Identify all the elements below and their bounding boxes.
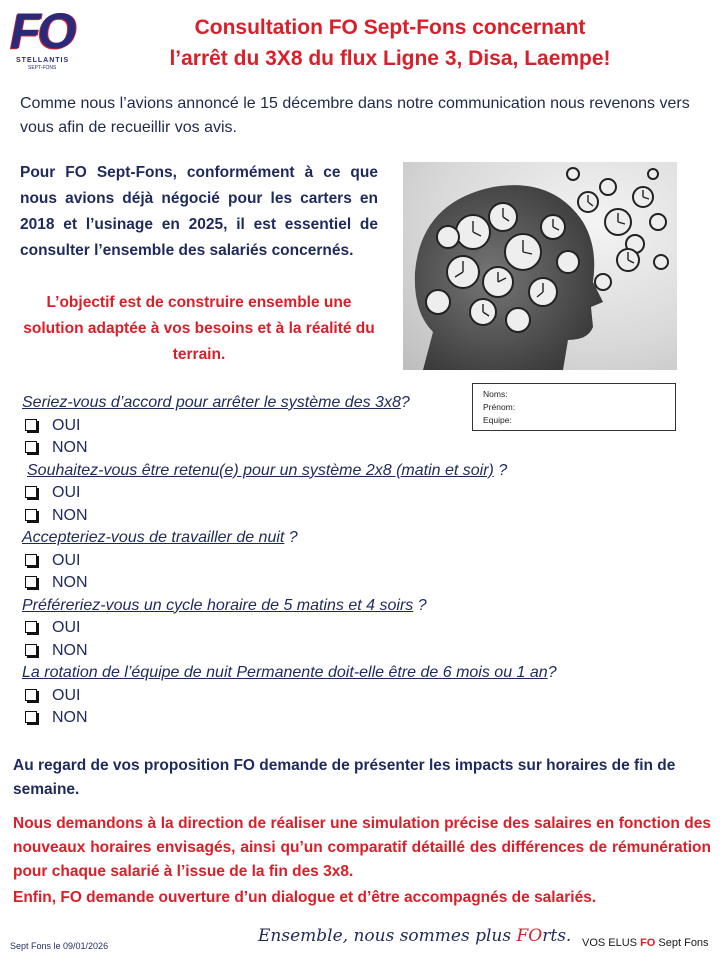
question-2-suffix: ? [493,461,508,479]
checkbox-icon[interactable] [25,711,37,723]
checkbox-icon[interactable] [25,486,37,498]
clock-head-illustration [403,162,677,370]
slogan-start: Ensemble, nous sommes plus [258,926,517,946]
logo-subtext: STELLANTIS [16,57,70,64]
option-label: OUI [52,484,81,501]
question-4-option-non[interactable] [22,640,582,663]
consultation-paragraph: Pour FO Sept-Fons, conformément à ce que nous avions déjà négocié pour les carters en 2018 et l’usinage en 2025, il est essentiel de consulter l’ensemble des salariés concernés. [20,164,378,259]
question-2-option-oui[interactable] [22,482,582,505]
question-2 [22,460,582,483]
option-label: NON [52,574,88,591]
footer-signature [582,937,709,949]
title-line-2: l’arrêt du 3X8 du flux Ligne 3, Disa, Laempe! [169,47,611,70]
names-field-label[interactable]: Noms: [483,389,508,399]
checkbox-icon[interactable] [25,644,37,656]
intro-text: Comme nous l’avions annoncé le 15 décembre dans notre communication nous revenons vers vous afin de recueillir vos avis. [20,95,690,136]
option-label: OUI [52,551,81,569]
option-label: OUI [52,619,81,636]
question-3-suffix: ? [284,529,298,546]
firstname-field-label[interactable]: Prénom: [483,402,516,412]
page-title [90,12,690,74]
checkbox-icon[interactable] [25,621,37,633]
signature-end: Sept Fons [655,937,709,949]
option-label: NON [52,709,88,726]
question-5-suffix: ? [547,664,557,681]
objective-paragraph: L’objectif est de construire ensemble une solution adaptée à vos besoins et à la réalité du terrain. [23,294,375,363]
question-5-option-oui[interactable] [22,685,582,708]
question-1-suffix: ? [400,394,410,411]
weekend-impact-paragraph: Au regard de vos proposition FO demande de présenter les impacts sur horaires de fin de semaine. [13,757,676,798]
option-label: OUI [52,686,81,704]
fo-logo [8,3,74,72]
dialogue-paragraph: Enfin, FO demande ouverture d’un dialogue et d’être accompagnés de salariés. [13,889,597,906]
question-4 [22,595,582,618]
clock-head-image [403,162,677,370]
slogan-end: rts. [542,926,572,946]
checkbox-icon[interactable] [25,419,37,431]
question-4-option-oui[interactable] [22,617,582,640]
option-label: OUI [52,416,81,434]
footer-date: Sept Fons le 09/01/2026 [10,941,109,951]
question-1 [22,392,582,415]
questionnaire [22,392,582,730]
signature-fo: FO [640,937,656,949]
question-3-option-non[interactable] [22,572,582,595]
question-2-option-non[interactable] [22,505,582,528]
checkbox-icon[interactable] [25,441,37,453]
title-line-1: Consultation FO Sept-Fons concernant [194,16,586,39]
question-5 [22,662,582,685]
question-5-option-non[interactable] [22,707,582,730]
checkbox-icon[interactable] [25,576,37,588]
question-4-suffix: ? [413,596,427,614]
question-2-text: Souhaitez-vous être retenu(e) pour un système 2x8 (matin et soir) [27,461,494,479]
question-1-text: Seriez-vous d’accord pour arrêter le système des 3x8 [22,394,401,411]
question-3-text: Accepteriez-vous de travailler de nuit [22,529,285,546]
checkbox-icon[interactable] [25,509,37,521]
checkbox-icon[interactable] [25,554,37,566]
question-1-option-oui[interactable] [22,415,582,438]
team-field-label[interactable]: Equipe: [483,415,512,425]
option-label: NON [52,439,88,456]
question-5-text: La rotation de l’équipe de nuit Permanente doit-elle être de 6 mois ou 1 an [22,664,548,681]
slogan-fo: FO [516,926,543,946]
question-3-option-oui[interactable] [22,550,582,573]
logo-text: FO [10,3,74,59]
salary-simulation-paragraph: Nous demandons à la direction de réaliser une simulation précise des salaires en fonction des nouveaux horaires envisagés, ainsi qu’un comparatif détaillé des différences de rémunération pour chaque salarié à l’issue de la fin des 3x8. [13,815,711,880]
question-4-text: Préféreriez-vous un cycle horaire de 5 matins et 4 soirs [22,596,414,614]
question-3 [22,527,582,550]
checkbox-icon[interactable] [25,689,37,701]
logo-subtext-2: SEPT-FONS [28,65,57,71]
option-label: NON [52,641,88,659]
footer-slogan [258,926,571,946]
option-label: NON [52,506,88,524]
question-1-option-non[interactable] [22,437,582,460]
signature-start: VOS ELUS [582,937,641,949]
